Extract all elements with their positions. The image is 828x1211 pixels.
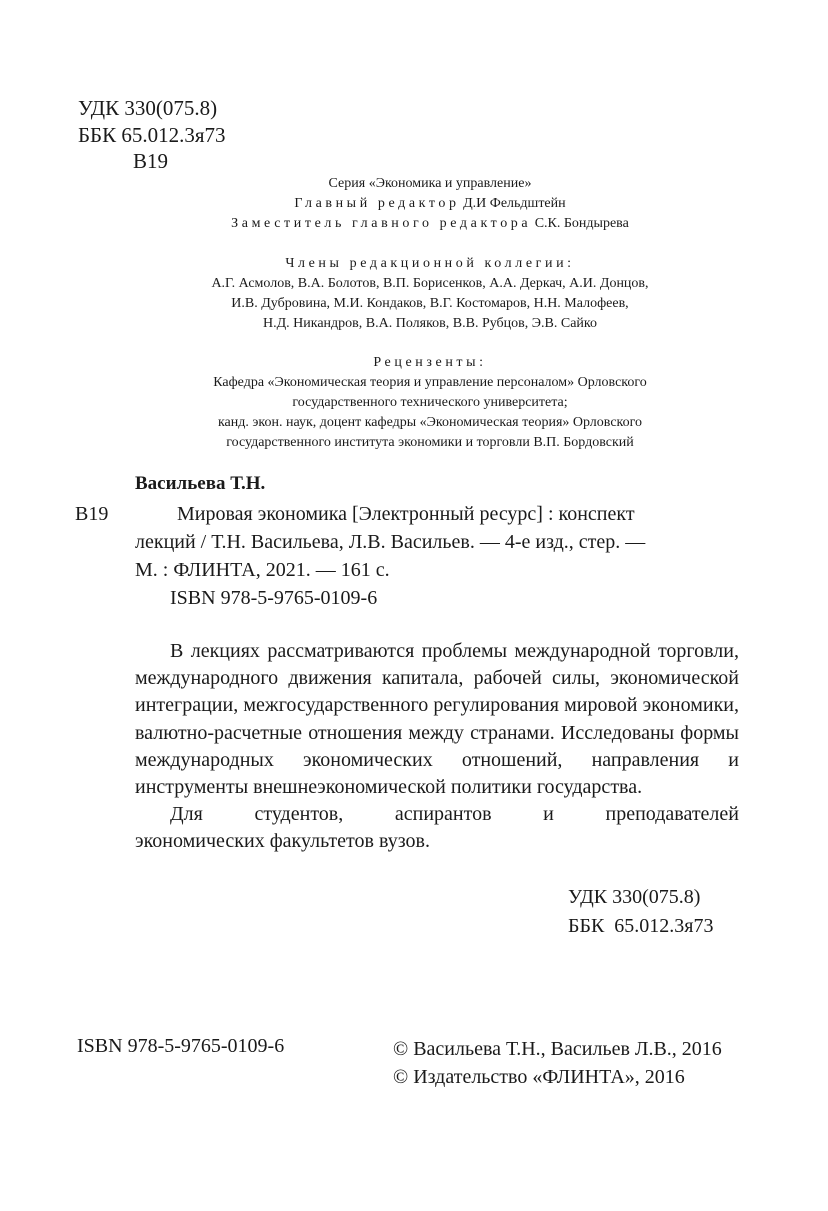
author-mark: В19 bbox=[133, 149, 169, 173]
reviewer-line: канд. экон. наук, доцент кафедры «Экономическая теория» Орловского bbox=[217, 415, 643, 430]
bib-author: Васильева Т.Н. bbox=[135, 473, 266, 494]
bib-margin-code: В19 bbox=[75, 503, 109, 525]
abstract bbox=[135, 638, 739, 856]
audience-line: экономических факультетов вузов. bbox=[135, 830, 430, 853]
board-line: А.Г. Асмолов, В.А. Болотов, В.П. Борисенков, А.А. Деркач, А.И. Донцов, bbox=[211, 276, 649, 291]
reviewer-line: государственного технического университета; bbox=[292, 395, 568, 410]
classification-codes bbox=[568, 883, 714, 941]
audience-line: Для студентов, аспирантов и преподавателей bbox=[170, 803, 739, 826]
deputy-editor-label: Заместитель главного редактора bbox=[231, 216, 532, 231]
board-line: Н.Д. Никандров, В.А. Поляков, В.В. Рубцов, Э.В. Сайко bbox=[262, 316, 597, 331]
copyright-block bbox=[393, 1035, 722, 1091]
abstract-paragraph: В лекциях рассматриваются проблемы международной торговли, международного движения капитала, рабочей силы, экономической интеграции, межгосударственного регулирования мировой экономики, валютно-расчетные отношения между странами. Исследованы формы международных экономических отношений, направления и инструменты внешнеэкономической политики государства. bbox=[135, 640, 739, 799]
bib-description bbox=[135, 500, 739, 612]
udk-code: УДК 330(075.8) bbox=[78, 96, 218, 120]
board-label: Члены редакционной коллегии: bbox=[285, 256, 575, 271]
reviewer-line: государственного института экономики и торговли В.П. Бордовский bbox=[226, 435, 634, 450]
classification-bbk: ББК 65.012.3я73 bbox=[568, 915, 714, 937]
series-title: Серия «Экономика и управление» bbox=[328, 176, 532, 191]
footer-isbn: ISBN 978-5-9765-0109-6 bbox=[77, 1035, 285, 1057]
bib-line: Мировая экономика [Электронный ресурс] : конспект bbox=[177, 503, 635, 525]
bib-isbn: ISBN 978-5-9765-0109-6 bbox=[170, 587, 378, 609]
reviewer-line: Кафедра «Экономическая теория и управление персоналом» Орловского bbox=[213, 375, 647, 390]
chief-editor-label: Главный редактор bbox=[294, 196, 460, 211]
board-line: И.В. Дубровина, М.И. Кондаков, В.Г. Костомаров, Н.Н. Малофеев, bbox=[231, 296, 629, 311]
bbk-code: ББК 65.012.3я73 bbox=[78, 123, 226, 147]
deputy-editor-line bbox=[130, 214, 730, 234]
reviewers-label: Рецензенты: bbox=[373, 355, 487, 370]
chief-editor-line bbox=[130, 194, 730, 214]
chief-editor-name: Д.И Фельдштейн bbox=[463, 196, 566, 211]
copyright-publisher: © Издательство «ФЛИНТА», 2016 bbox=[393, 1066, 685, 1088]
bib-line: лекций / Т.Н. Васильева, Л.В. Васильев. — 4-е изд., стер. — bbox=[135, 531, 646, 553]
classification-udk: УДК 330(075.8) bbox=[568, 886, 701, 908]
bib-line: М. : ФЛИНТА, 2021. — 161 с. bbox=[135, 559, 390, 581]
deputy-editor-name: С.К. Бондырева bbox=[534, 216, 629, 231]
copyright-authors: © Васильева Т.Н., Васильев Л.В., 2016 bbox=[393, 1038, 722, 1060]
